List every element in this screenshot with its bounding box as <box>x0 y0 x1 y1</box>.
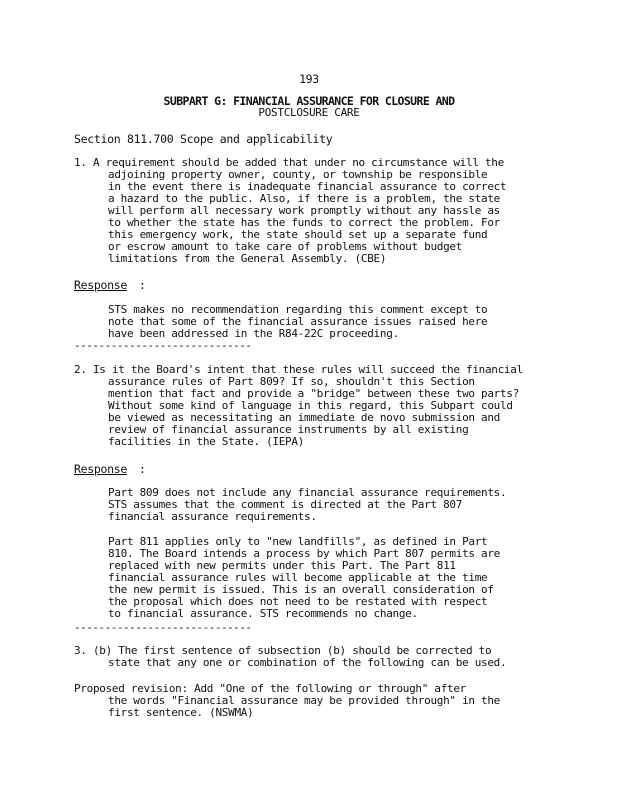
comment-line: or escrow amount to take care of problems without budget <box>108 240 463 253</box>
comment-3 <box>74 645 564 669</box>
response-line: have been addressed in the R84-22C proceeding. <box>108 327 399 340</box>
title-line-1: SUBPART G: FINANCIAL ASSURANCE FOR CLOSURE AND <box>163 94 455 108</box>
separator-line: ----------------------------- <box>74 621 252 634</box>
title-line-2: POSTCLOSURE CARE <box>258 106 360 119</box>
response-line: STS makes no recommendation regarding this comment except to <box>108 303 488 316</box>
comment-line: 2. Is it the Board's intent that these rules will succeed the financial <box>74 363 523 376</box>
revision-line: Proposed revision: Add "One of the following or through" after <box>74 682 466 695</box>
comment-line: adjoining property owner, county, or township be responsible <box>108 168 488 181</box>
separator-line: ----------------------------- <box>74 339 252 352</box>
comment-line: will perform all necessary work promptly without any hassle as <box>108 204 500 217</box>
response-line: the proposal which does not need to be restated with respect <box>108 595 488 608</box>
response-2a <box>108 487 558 523</box>
comment-line: 3. (b) The first sentence of subsection (b) should be corrected to <box>74 644 492 657</box>
comment-1 <box>74 157 564 265</box>
response-line: the new permit is issued. This is an overall consideration of <box>108 583 494 596</box>
response-line: Part 809 does not include any financial assurance requirements. <box>108 486 507 499</box>
response-line: note that some of the financial assurance issues raised here <box>108 315 488 328</box>
revision-line: first sentence. (NSWMA) <box>108 706 254 719</box>
response-line: STS assumes that the comment is directed at the Part 807 <box>108 498 463 511</box>
response-line: 810. The Board intends a process by which Part 807 permits are <box>108 547 500 560</box>
response-colon: : <box>139 278 146 292</box>
comment-line: assurance rules of Part 809? If so, shouldn't this Section <box>108 375 475 388</box>
comment-line: be viewed as necessitating an immediate de novo submission and <box>108 411 500 424</box>
response-line: replaced with new permits under this Part. The Part 811 <box>108 559 456 572</box>
comment-line: 1. A requirement should be added that under no circumstance will the <box>74 156 504 169</box>
comment-line: facilities in the State. (IEPA) <box>108 435 304 448</box>
comment-line: this emergency work, the state should set up a separate fund <box>108 228 488 241</box>
response-heading-2: Response <box>74 462 127 476</box>
comment-line: limitations from the General Assembly. (CBE) <box>108 252 387 265</box>
comment-2 <box>74 364 564 448</box>
comment-line: state that any one or combination of the following can be used. <box>108 656 507 669</box>
response-colon: : <box>139 462 146 476</box>
response-line: to financial assurance. STS recommends no change. <box>108 607 418 620</box>
response-line: Part 811 applies only to "new landfills", as defined in Part <box>108 535 488 548</box>
revision-line: the words "Financial assurance may be provided through" in the <box>108 694 500 707</box>
comment-line: mention that fact and provide a "bridge" between these two parts? <box>108 387 519 400</box>
proposed-revision <box>74 683 564 719</box>
comment-line: Without some kind of language in this regard, this Subpart could <box>108 399 513 412</box>
section-heading: Section 811.700 Scope and applicability <box>74 132 333 146</box>
response-1 <box>108 304 558 340</box>
comment-line: to whether the state has the funds to correct the problem. For <box>108 216 500 229</box>
subpart-title <box>0 95 618 119</box>
page-number: 193 <box>299 72 319 86</box>
comment-line: a hazard to the public. Also, if there is a problem, the state <box>108 192 500 205</box>
response-line: financial assurance requirements. <box>108 510 317 523</box>
comment-line: review of financial assurance instruments by all existing <box>108 423 469 436</box>
comment-line: in the event there is inadequate financial assurance to correct <box>108 180 507 193</box>
response-line: financial assurance rules will become applicable at the time <box>108 571 488 584</box>
response-heading-1: Response <box>74 278 127 292</box>
response-2b <box>108 536 558 620</box>
